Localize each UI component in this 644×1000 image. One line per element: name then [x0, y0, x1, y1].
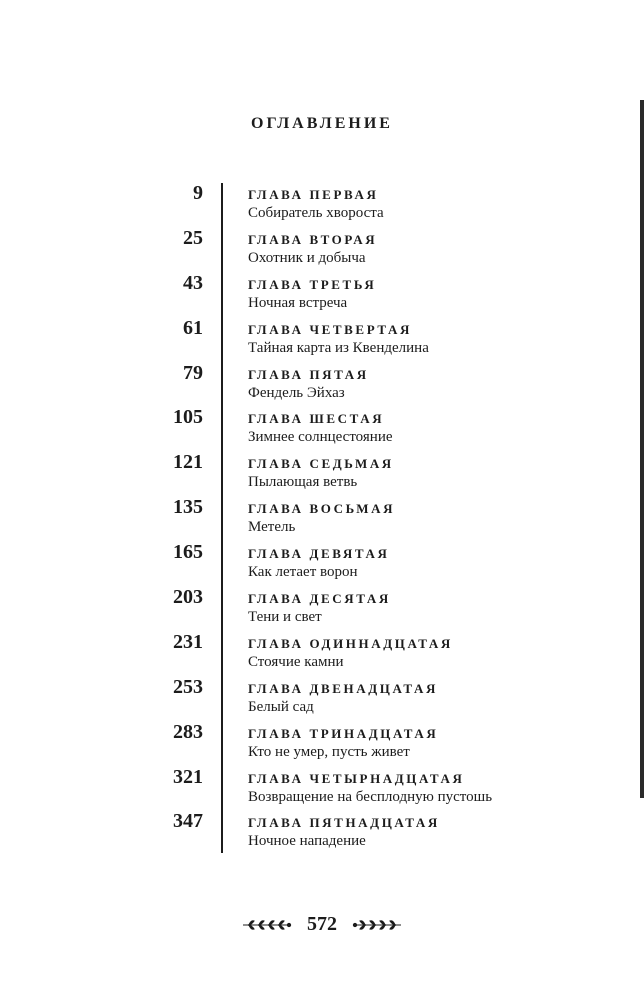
toc-entry[interactable] — [140, 225, 560, 270]
toc-page-number: 283 — [173, 720, 203, 743]
toc-entry[interactable] — [140, 360, 560, 405]
page-title: оглавление — [251, 108, 393, 133]
toc-entry[interactable] — [140, 674, 560, 719]
toc-chapter-title: Стоячие камни — [248, 653, 344, 670]
toc-page-number: 9 — [193, 182, 203, 204]
page-edge — [640, 100, 644, 798]
toc-chapter-title: Ночное нападение — [248, 833, 366, 850]
toc-chapter-title: Охотник и добыча — [248, 249, 366, 266]
toc-chapter-title: Собиратель хвороста — [248, 205, 384, 221]
toc-entry[interactable] — [140, 449, 560, 494]
toc-chapter-title: Фендель Эйхаз — [248, 384, 345, 401]
leaf-ornament-icon — [241, 918, 293, 932]
toc-chapter-title: Тени и свет — [248, 609, 322, 626]
toc-page-number: 231 — [173, 630, 203, 653]
toc-page-number: 61 — [183, 316, 203, 339]
toc-page-number: 203 — [173, 586, 203, 609]
toc-chapter-title: Тайная карта из Квенделина — [248, 339, 429, 356]
toc-page-number: 165 — [173, 541, 203, 564]
toc-chapter-label: ГЛАВА ПЕРВАЯ — [248, 187, 379, 202]
toc-chapter-label: ГЛАВА ЧЕТВЕРТАЯ — [248, 321, 412, 337]
toc-chapter-label: ГЛАВА ТРИНАДЦАТАЯ — [248, 725, 439, 741]
toc-entry[interactable] — [140, 180, 560, 225]
table-of-contents — [140, 180, 560, 853]
toc-page-number: 347 — [173, 810, 203, 833]
toc-chapter-label: ГЛАВА ШЕСТАЯ — [248, 411, 385, 427]
toc-page-number: 135 — [173, 496, 203, 519]
toc-chapter-label: ГЛАВА ДЕВЯТАЯ — [248, 546, 390, 562]
toc-chapter-title: Зимнее солнцестояние — [248, 429, 393, 446]
toc-entry[interactable] — [140, 270, 560, 315]
toc-chapter-title: Ночная встреча — [248, 294, 348, 311]
toc-entry[interactable] — [140, 808, 560, 853]
toc-chapter-label: ГЛАВА ДВЕНАДЦАТАЯ — [248, 680, 438, 696]
toc-chapter-title: Возвращение на бесплодную пустошь — [248, 788, 493, 805]
toc-page-number: 321 — [173, 765, 203, 788]
toc-entry[interactable] — [140, 315, 560, 360]
toc-entry[interactable] — [140, 764, 560, 809]
toc-chapter-title: Как летает ворон — [248, 564, 358, 581]
toc-entry[interactable] — [140, 719, 560, 764]
toc-page-number: 121 — [173, 451, 203, 474]
toc-chapter-label: ГЛАВА ПЯТАЯ — [248, 366, 369, 382]
toc-chapter-title: Кто не умер, пусть живет — [248, 743, 410, 760]
page-footer — [0, 913, 644, 936]
toc-chapter-title: Метель — [248, 519, 296, 536]
toc-entry[interactable] — [140, 494, 560, 539]
toc-entry[interactable] — [140, 629, 560, 674]
toc-page-number: 253 — [173, 675, 203, 698]
toc-chapter-label: ГЛАВА СЕДЬМАЯ — [248, 456, 394, 472]
toc-chapter-label: ГЛАВА ЧЕТЫРНАДЦАТАЯ — [248, 770, 465, 786]
toc-page-number: 43 — [183, 271, 203, 294]
toc-chapter-label: ГЛАВА ДЕСЯТАЯ — [248, 591, 391, 607]
toc-chapter-title: Пылающая ветвь — [248, 474, 358, 491]
toc-chapter-label: ГЛАВА ВТОРАЯ — [248, 231, 378, 247]
toc-page-number: 25 — [183, 226, 203, 249]
page-number: 572 — [307, 913, 337, 935]
toc-entry[interactable] — [140, 539, 560, 584]
toc-entry[interactable] — [140, 584, 560, 629]
toc-chapter-label: ГЛАВА ТРЕТЬЯ — [248, 276, 377, 292]
toc-chapter-title: Белый сад — [248, 698, 314, 715]
toc-chapter-label: ГЛАВА ПЯТНАДЦАТАЯ — [248, 815, 440, 831]
toc-chapter-label: ГЛАВА ОДИННАДЦАТАЯ — [248, 635, 453, 651]
toc-entry[interactable] — [140, 404, 560, 449]
toc-page-number: 79 — [183, 361, 203, 384]
toc-chapter-label: ГЛАВА ВОСЬМАЯ — [248, 501, 396, 517]
leaf-ornament-icon — [351, 918, 403, 932]
toc-page-number: 105 — [173, 406, 203, 429]
